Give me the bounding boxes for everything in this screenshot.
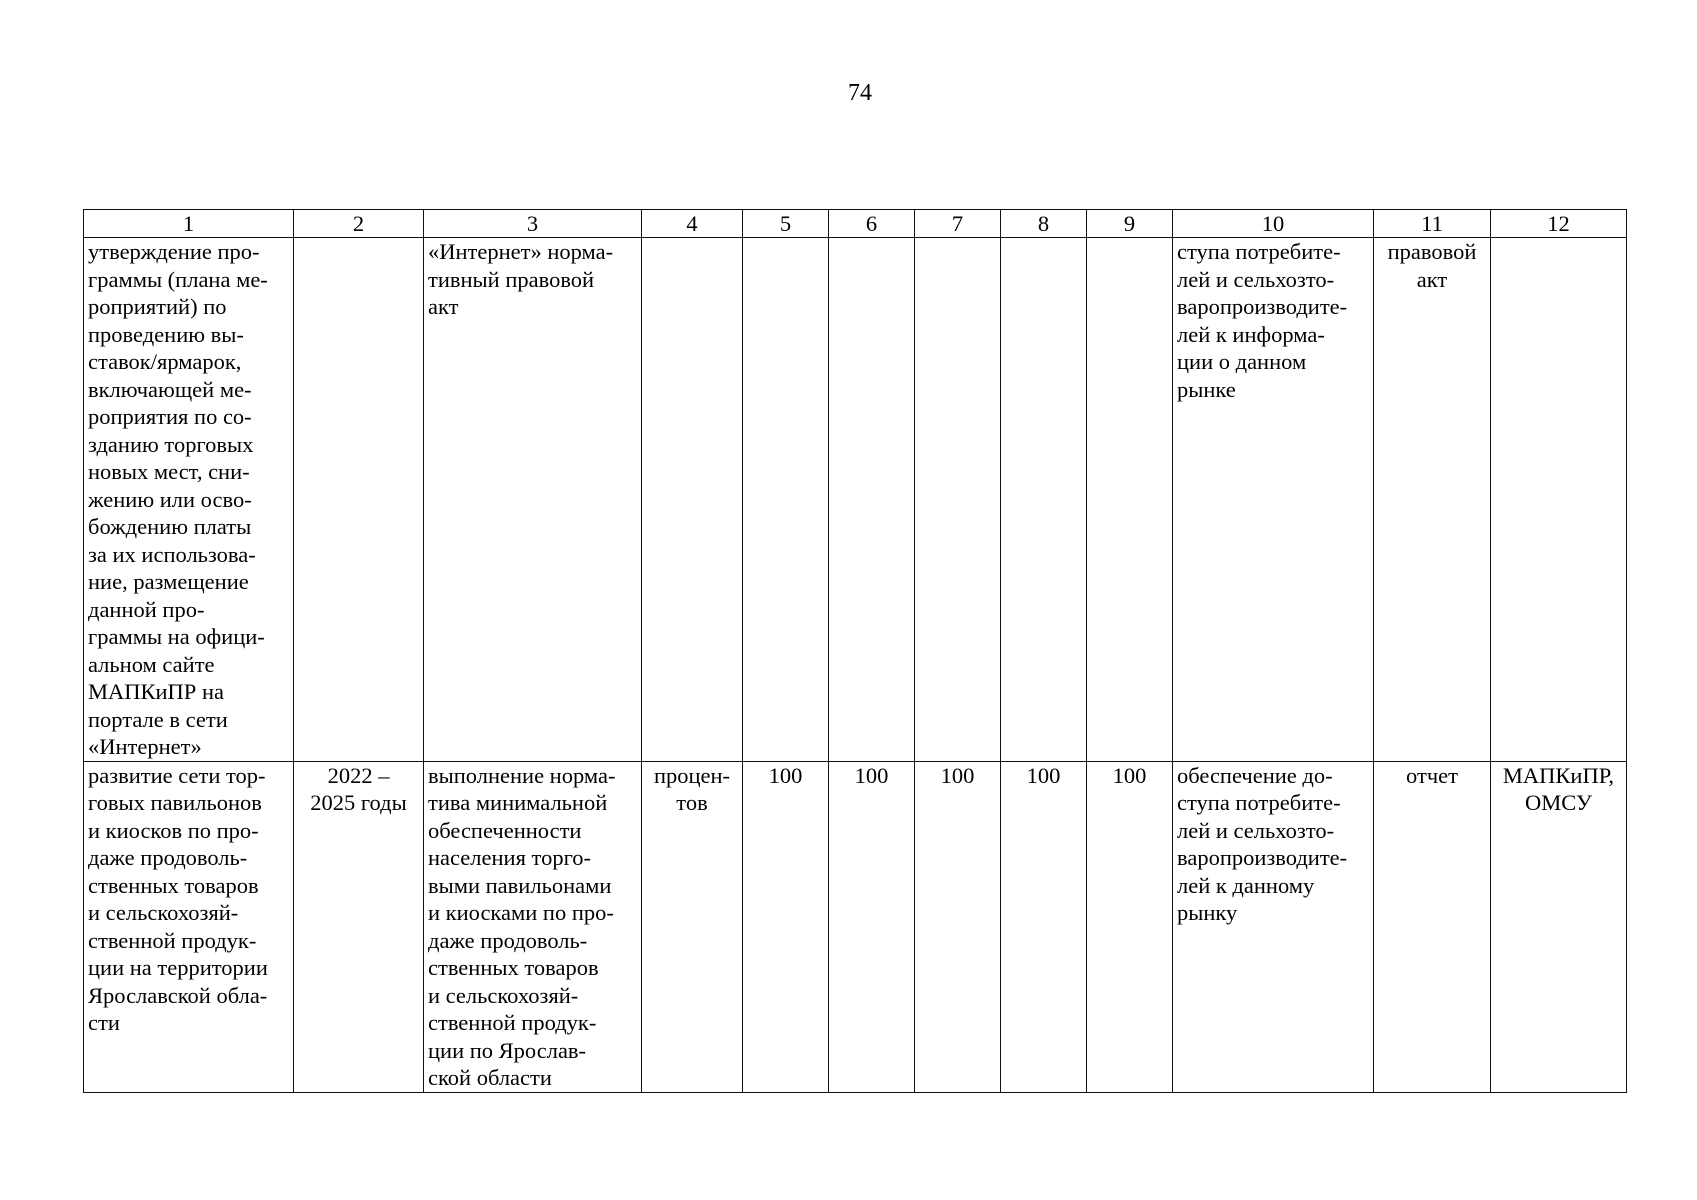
column-header: 3 [424, 210, 642, 238]
table-cell [829, 238, 915, 762]
column-header: 8 [1001, 210, 1087, 238]
column-header: 6 [829, 210, 915, 238]
table-cell: 100 [743, 761, 829, 1092]
table-cell: развитие сети тор- говых павильонов и киосков по про- даже продоволь- ственных товаров и сельскохозяй- ственной продук- ции на территории Ярославской обла- сти [84, 761, 294, 1092]
column-header: 2 [294, 210, 424, 238]
column-header: 12 [1491, 210, 1627, 238]
table-cell [642, 238, 743, 762]
table-cell [1491, 238, 1627, 762]
table-cell: выполнение норма- тива минимальной обеспеченности населения торго- выми павильонами и киосками по про- даже продоволь- ственных товаров и сельскохозяй- ственной продук- ции по Ярослав- ской области [424, 761, 642, 1092]
table-cell [1001, 238, 1087, 762]
column-header: 10 [1173, 210, 1374, 238]
table-cell: «Интернет» норма- тивный правовой акт [424, 238, 642, 762]
data-table [83, 209, 1627, 1093]
table-cell: обеспечение до- ступа потребите- лей и сельхозто- варопроизводите- лей к данному рынку [1173, 761, 1374, 1092]
column-header: 9 [1087, 210, 1173, 238]
table-cell: 100 [829, 761, 915, 1092]
column-header: 5 [743, 210, 829, 238]
table-cell: отчет [1374, 761, 1491, 1092]
table-row [84, 761, 1627, 1092]
table-cell: правовой акт [1374, 238, 1491, 762]
table-header-row [84, 210, 1627, 238]
table-cell: 100 [1087, 761, 1173, 1092]
table-cell: 2022 – 2025 годы [294, 761, 424, 1092]
table-row [84, 238, 1627, 762]
column-header: 7 [915, 210, 1001, 238]
table-cell: 100 [1001, 761, 1087, 1092]
column-header: 1 [84, 210, 294, 238]
table-cell [915, 238, 1001, 762]
table-cell [294, 238, 424, 762]
table-cell: 100 [915, 761, 1001, 1092]
column-header: 11 [1374, 210, 1491, 238]
column-header: 4 [642, 210, 743, 238]
table-cell: МАПКиПР, ОМСУ [1491, 761, 1627, 1092]
table-cell: процен- тов [642, 761, 743, 1092]
table-cell: утверждение про- граммы (плана ме- роприятий) по проведению вы- ставок/ярмарок, включающей ме- роприятия по со- зданию торговых новых мест, сни- жению или осво- бождению платы за их использова- ние, размещение данной про- граммы на офици- альном сайте МАПКиПР на портале в сети «Интернет» [84, 238, 294, 762]
page-number: 74 [848, 80, 872, 106]
table-cell [743, 238, 829, 762]
table-cell [1087, 238, 1173, 762]
table-cell: ступа потребите- лей и сельхозто- варопроизводите- лей к информа- ции о данном рынке [1173, 238, 1374, 762]
